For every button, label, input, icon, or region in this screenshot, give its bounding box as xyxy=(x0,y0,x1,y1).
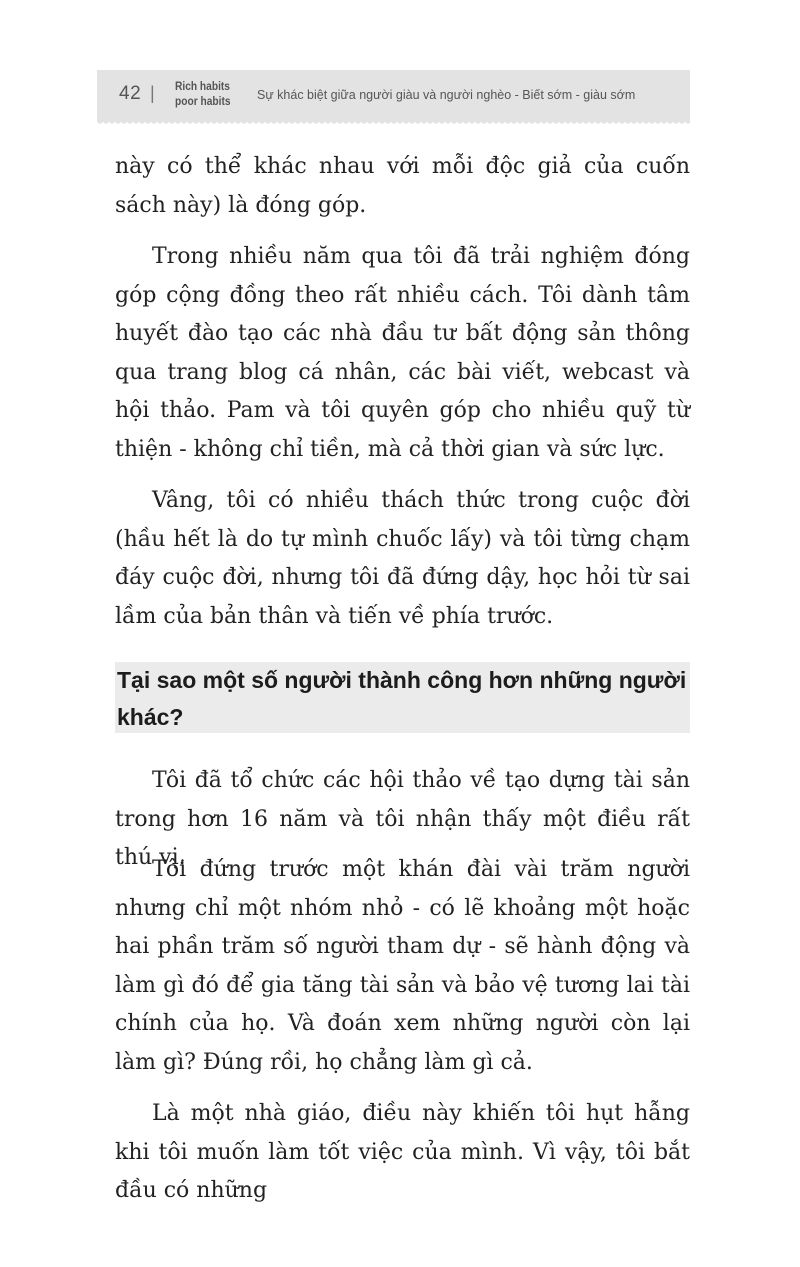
running-header xyxy=(97,70,690,122)
book-logo-line-2: poor habits xyxy=(175,94,231,108)
header-separator: | xyxy=(150,83,155,103)
paragraph-6: Là một nhà giáo, điều này khiến tôi hụt hẫng khi tôi muốn làm tốt việc của mình. Vì vậy, tôi bắt đầu có những xyxy=(115,1101,690,1203)
page-number: 42 xyxy=(119,83,142,104)
chapter-title: Sự khác biệt giữa người giàu và người nghèo - Biết sớm - giàu sớm xyxy=(257,88,636,102)
paragraph-3: Vâng, tôi có nhiều thách thức trong cuộc đời (hầu hết là do tự mình chuốc lấy) và tôi từng chạm đáy cuộc đời, nhưng tôi đã đứng dậy, học hỏi từ sai lầm của bản thân và tiến về phía trước. xyxy=(115,488,690,629)
paragraph-4: Tôi đã tổ chức các hội thảo về tạo dựng tài sản trong hơn 16 năm và tôi nhận thấy một điều rất thú vị. xyxy=(115,768,690,870)
book-logo-line-1: Rich habits xyxy=(175,79,230,93)
book-logo xyxy=(175,79,231,109)
paragraph-5: Tôi đứng trước một khán đài vài trăm người nhưng chỉ một nhóm nhỏ - có lẽ khoảng một hoặc hai phần trăm số người tham dự - sẽ hành động và làm gì đó để gia tăng tài sản và bảo vệ tương lai tài chính của họ. Và đoán xem những người còn lại làm gì? Đúng rồi, họ chẳng làm gì cả. xyxy=(115,857,690,1075)
section-heading: Tại sao một số người thành công hơn những người khác? xyxy=(117,667,687,730)
header-scalloped-edge xyxy=(97,121,690,126)
paragraph-1: này có thể khác nhau với mỗi độc giả của cuốn sách này) là đóng góp. xyxy=(115,154,690,218)
paragraph-2: Trong nhiều năm qua tôi đã trải nghiệm đóng góp cộng đồng theo rất nhiều cách. Tôi dành tâm huyết đào tạo các nhà đầu tư bất động sản thông qua trang blog cá nhân, các bài viết, webcast và hội thảo. Pam và tôi quyên góp cho nhiều quỹ từ thiện - không chỉ tiền, mà cả thời gian và sức lực. xyxy=(115,244,690,462)
section-heading-box xyxy=(115,662,690,733)
